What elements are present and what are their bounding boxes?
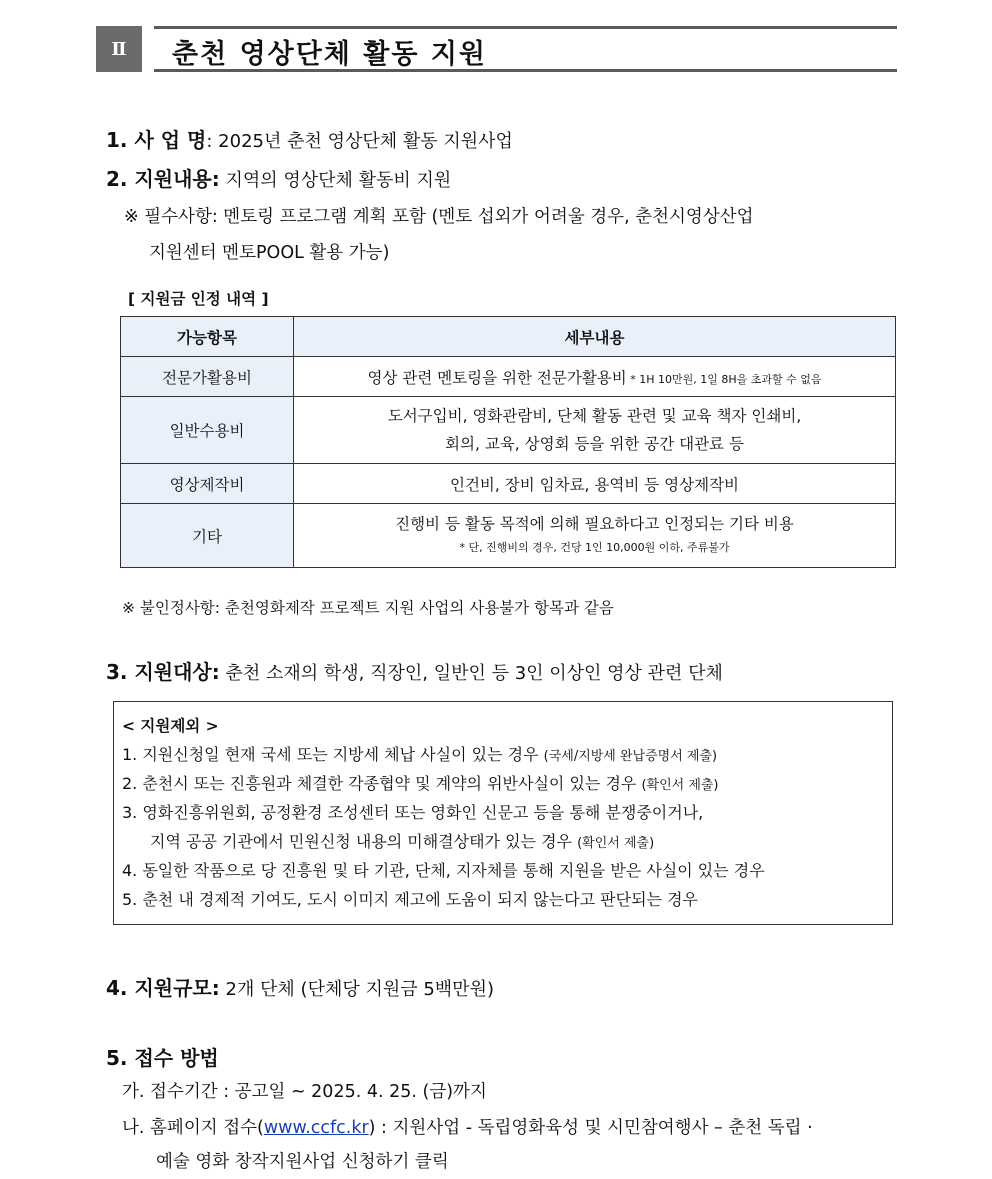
section-1 [106,124,513,153]
section-number-badge: Ⅱ [96,26,142,72]
exclusion-box [113,701,893,925]
detail-text: 도서구입비, 영화관람비, 단체 활동 관련 및 교육 책자 인쇄비, [387,407,802,425]
exclusion-item: 4. 동일한 작품으로 당 진흥원 및 타 기관, 단체, 지자체를 통해 지원을 받은 사실이 있는 경우 [122,861,765,880]
section-2-text: 지역의 영상단체 활동비 지원 [219,170,452,191]
table-cell-item: 영상제작비 [121,464,294,504]
detail-text: 영상 관련 멘토링을 위한 전문가활용비 [367,368,627,387]
section-3-label: 3. 지원대상: [106,660,220,684]
detail-footnote: * 1H 10만원, 1일 8H을 초과할 수 없음 [626,372,822,386]
section-5 [106,1042,219,1071]
page-title: 춘천 영상단체 활동 지원 [172,39,488,70]
exclusion-item: 5. 춘천 내 경제적 기여도, 도시 이미지 제고에 도움이 되지 않는다고 판단되는 경우 [122,890,698,909]
section-4-label: 4. 지원규모: [106,976,220,1000]
exclusion-item: 2. 춘천시 또는 진흥원과 체결한 각종협약 및 계약의 위반사실이 있는 경우 (확인서 제출) [122,774,719,793]
required-note-line2: 지원센터 멘토POOL 활용 가능) [149,243,390,263]
table-header-detail: 세부내용 [294,317,896,357]
detail-text: 진행비 등 활동 목적에 의해 필요하다고 인정되는 기타 비용 [395,514,794,533]
support-items-table [120,316,896,568]
table-row [121,357,896,397]
title-bar [154,26,897,72]
homepage-link[interactable]: www.ccfc.kr [263,1118,369,1138]
section-1-label: 1. 사 업 명 [106,128,207,152]
not-recognized-note: ※ 불인정사항: 춘천영화제작 프로젝트 지원 사업의 사용불가 항목과 같음 [122,599,614,617]
table-cell-item: 전문가활용비 [121,357,294,397]
table-row [121,397,896,464]
section-4 [106,972,494,1001]
table-header-item: 가능항목 [121,317,294,357]
detail-footnote: * 단, 진행비의 경우, 건당 1인 10,000원 이하, 주류불가 [459,540,730,554]
reception-period: 가. 접수기간 : 공고일 ~ 2025. 4. 25. (금)까지 [122,1082,487,1102]
section-2 [106,163,451,192]
table-title: [ 지원금 인정 내역 ] [128,290,269,308]
exclusion-item: 1. 지원신청일 현재 국세 또는 지방세 체납 사실이 있는 경우 (국세/지방세 완납증명서 제출) [122,745,718,764]
section-2-label: 2. 지원내용: [106,167,220,191]
table-cell-detail: 인건비, 장비 임차료, 용역비 등 영상제작비 [294,464,896,504]
table-cell-detail [294,504,896,568]
table-cell-item: 기타 [121,504,294,568]
exclusion-title: < 지원제외 > [122,717,219,735]
section-1-text: : 2025년 춘천 영상단체 활동 지원사업 [206,131,513,152]
section-4-text: 2개 단체 (단체당 지원금 5백만원) [219,979,494,1000]
section-header [96,26,897,74]
table-header-row [121,317,896,357]
reception-homepage-line2: 예술 영화 창작지원사업 신청하기 클릭 [156,1152,449,1172]
detail-text: 회의, 교육, 상영회 등을 위한 공간 대관료 등 [445,435,744,453]
section-5-label: 5. 접수 방법 [106,1046,219,1070]
table-cell-detail [294,397,896,464]
table-row [121,464,896,504]
required-note-line1: ※ 필수사항: 멘토링 프로그램 계획 포함 (멘토 섭외가 어려울 경우, 춘천시영상산업 [124,207,754,227]
table-row [121,504,896,568]
table-cell-detail [294,357,896,397]
exclusion-item-continued: 지역 공공 기관에서 민원신청 내용의 미해결상태가 있는 경우 (확인서 제출) [150,832,655,851]
exclusion-item: 3. 영화진흥위원회, 공정환경 조성센터 또는 영화인 신문고 등을 통해 분쟁중이거나, [122,803,704,822]
section-3-text: 춘천 소재의 학생, 직장인, 일반인 등 3인 이상인 영상 관련 단체 [219,663,723,684]
reception-homepage: 나. 홈페이지 접수(www.ccfc.kr) : 지원사업 - 독립영화육성 및 시민참여행사 – 춘천 독립 · [122,1118,813,1138]
section-3 [106,656,723,685]
table-cell-item: 일반수용비 [121,397,294,464]
